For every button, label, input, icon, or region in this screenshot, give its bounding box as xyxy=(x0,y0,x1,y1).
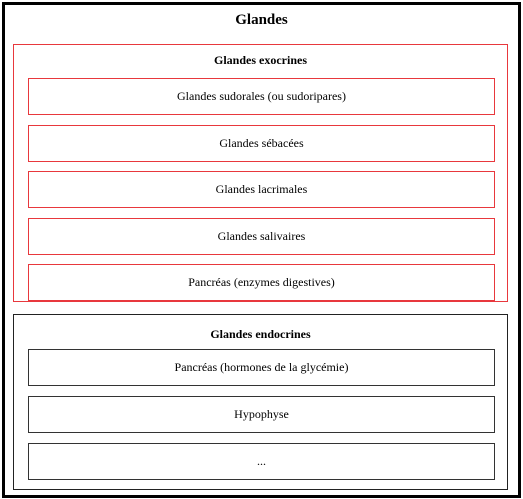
exocrine-item-sudorales: Glandes sudorales (ou sudoripares) xyxy=(28,78,495,115)
glandes-diagram xyxy=(2,2,521,498)
exocrine-group-title: Glandes exocrines xyxy=(214,53,307,67)
exocrine-group xyxy=(13,44,508,302)
endocrine-group-title: Glandes endocrines xyxy=(210,327,311,341)
exocrine-item-lacrimales: Glandes lacrimales xyxy=(28,171,495,208)
endocrine-item-more: ... xyxy=(28,443,495,480)
exocrine-item-pancreas: Pancréas (enzymes digestives) xyxy=(28,264,495,301)
diagram-title: Glandes xyxy=(235,12,288,28)
exocrine-item-sebacees: Glandes sébacées xyxy=(28,125,495,162)
endocrine-item-pancreas: Pancréas (hormones de la glycémie) xyxy=(28,349,495,386)
exocrine-item-salivaires: Glandes salivaires xyxy=(28,218,495,255)
endocrine-group xyxy=(13,314,508,490)
endocrine-item-hypophyse: Hypophyse xyxy=(28,396,495,433)
